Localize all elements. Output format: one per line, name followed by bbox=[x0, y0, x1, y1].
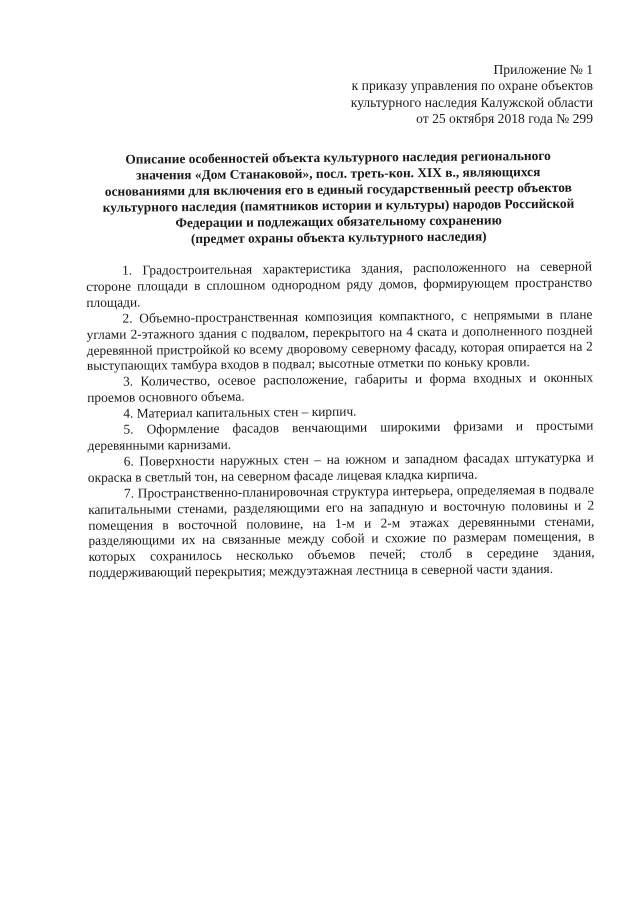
appendix-authority: культурного наследия Калужской области bbox=[350, 94, 593, 110]
appendix-number: Приложение № 1 bbox=[493, 62, 593, 77]
appendix-header bbox=[293, 62, 593, 128]
appendix-order-ref: к приказу управления по охране объектов bbox=[351, 78, 593, 94]
paragraph-2: 2. Объемно-пространственная композиция компактного, с непрямыми в плане углами 2-этажного здания с подвалом, перекрытого на 4 ската и дополненного поздней деревянной пристройкой ко всему дворовому северному фасаду, которая опирается на 2 выступающих тамбура входов в подвал; высотные отметки по коньку кровли. bbox=[86, 306, 593, 374]
appendix-date: от 25 октября 2018 года № 299 bbox=[416, 111, 593, 127]
title-line: (предмет охраны объекта культурного наследия) bbox=[190, 228, 487, 247]
paragraph-6: 6. Поверхности наружных стен – на южном и западном фасадах штукатурка и окраска в светлый тон, на северном фасаде лицевая кладка кирпича. bbox=[87, 449, 594, 485]
document-title bbox=[84, 148, 593, 249]
title-line: Описание особенностей объекта культурного наследия регионального bbox=[125, 147, 551, 167]
title-line: значения «Дом Станаковой», посл. треть-кон. XIX в., являющихся bbox=[136, 164, 541, 183]
title-line: Федерации и подлежащих обязательному сохранению bbox=[175, 212, 502, 231]
paragraph-5: 5. Оформление фасадов венчающими широкими фризами и простыми деревянными карнизами. bbox=[87, 417, 594, 453]
document-body bbox=[86, 259, 595, 582]
paragraph-7: 7. Пространственно-планировочная структура интерьера, определяемая в подвале капитальными стенами, разделяющими его на западную и восточную половины и 2 помещения в восточной половине, на 1-м и 2-м этажах деревянными стенами, разделяющими их на связанные между собой и схожие по размерам помещения, в которых сохранилось несколько объемов печей; столб в середине здания, поддерживающий перекрытия; междуэтажная лестница в северной части здания. bbox=[88, 481, 595, 581]
title-line: культурного наследия (памятников истории и культуры) народов Российской bbox=[102, 196, 575, 216]
paragraph-3: 3. Количество, осевое расположение, габариты и форма входных и оконных проемов основного объема. bbox=[87, 369, 594, 406]
paragraph-1: 1. Градостроительная характеристика здания, расположенного на северной стороне площади в сплошном однородном ряду домов, формирующем пространство площади. bbox=[86, 258, 593, 310]
title-line: основаниями для включения его в единый государственный реестр объектов bbox=[104, 179, 572, 200]
paragraph-4: 4. Материал капитальных стен – кирпич. bbox=[123, 403, 357, 421]
